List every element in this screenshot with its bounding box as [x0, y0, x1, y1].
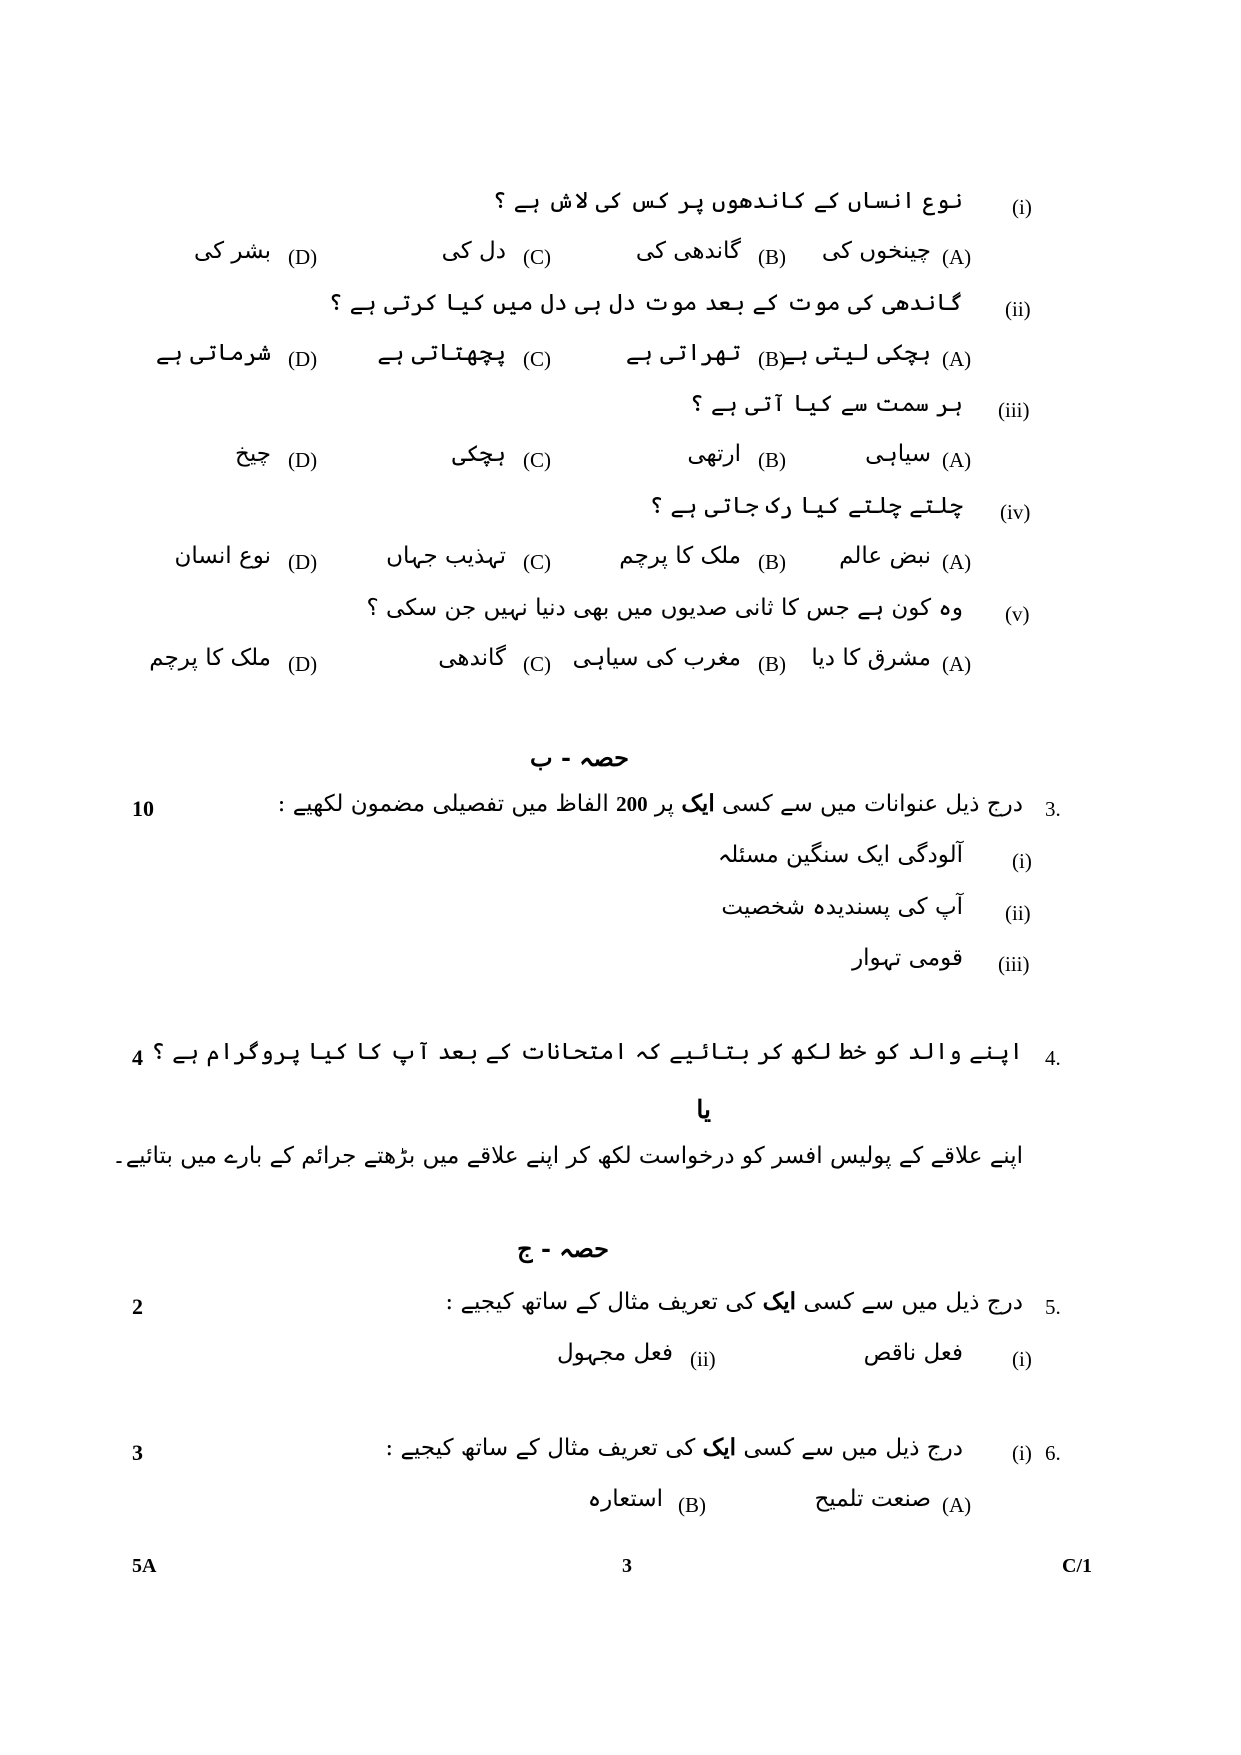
option-text: شرماتی ہے: [155, 340, 271, 366]
option-text: فعل ناقص: [863, 1340, 963, 1366]
item-number: (iii): [998, 398, 1030, 422]
option-number: (ii): [1005, 901, 1031, 925]
option-label: (B): [758, 347, 786, 371]
question-text: گاندھی کی موت کے بعد موت دل ہی دل میں کیا کرتی ہے ؟: [328, 290, 963, 316]
option-label: (A): [942, 448, 972, 472]
marks: 4: [132, 1045, 143, 1070]
section-b-heading: حصہ - ب: [530, 743, 629, 772]
option-text: گاندھی کی: [635, 238, 741, 264]
question-number: 5.: [1045, 1295, 1061, 1319]
option-text: آلودگی ایک سنگین مسئلہ: [717, 842, 963, 868]
question-text: درج ذیل میں سے کسی ایک کی تعریف مثال کے ساتھ کیجیے :: [385, 1434, 963, 1461]
option-text: تھراتی ہے: [625, 340, 741, 366]
option-number: (i): [1012, 1347, 1032, 1371]
option-text: نبض عالم: [839, 543, 931, 569]
option-text: قومی تہوار: [852, 945, 963, 971]
question-text: وہ کون ہے جس کا ثانی صدیوں میں بھی دنیا نہیں جن سکی ؟: [366, 595, 963, 621]
option-label: (D): [288, 652, 318, 676]
question-number: 3.: [1045, 797, 1061, 821]
item-number: (i): [1012, 195, 1032, 219]
option-text: ہچکی لیتی ہے: [781, 340, 931, 366]
option-label: (A): [942, 347, 972, 371]
option-number: (i): [1012, 849, 1032, 873]
option-label: (B): [758, 448, 786, 472]
option-text: مغرب کی سیاہی: [572, 645, 741, 671]
option-text: چیخ: [234, 441, 271, 467]
question-4-alternative: اپنے علاقے کے پولیس افسر کو درخواست لکھ کر اپنے علاقے میں بڑھتے جرائم کے بارے میں بتائیے۔: [112, 1143, 1023, 1169]
footer-code-right: C/1: [1062, 1555, 1092, 1577]
marks: 10: [132, 796, 154, 821]
option-label: (B): [758, 652, 786, 676]
option-label: (A): [942, 1493, 972, 1517]
option-text: ارتھی: [687, 441, 741, 467]
option-text: دل کی: [441, 238, 506, 264]
option-text: آپ کی پسندیدہ شخصیت: [721, 894, 963, 920]
option-label: (B): [678, 1493, 706, 1517]
marks: 2: [132, 1294, 143, 1319]
option-label: (C): [523, 652, 551, 676]
option-label: (A): [942, 550, 972, 574]
item-number: (iv): [1000, 500, 1031, 524]
option-text: ملک کا پرچم: [619, 543, 741, 569]
option-text: صنعت تلمیح: [814, 1486, 931, 1512]
option-text: ہچکی: [452, 441, 506, 467]
option-label: (D): [288, 347, 318, 371]
option-label: (D): [288, 448, 318, 472]
question-number: 6.: [1045, 1441, 1061, 1465]
option-label: (C): [523, 550, 551, 574]
option-text: گاندھی: [438, 645, 506, 671]
option-label: (D): [288, 245, 318, 269]
option-text: سیاہی: [865, 441, 931, 467]
option-text: نوع انسان: [174, 543, 271, 569]
question-number: 4.: [1045, 1046, 1061, 1070]
option-label: (A): [942, 245, 972, 269]
question-text: درج ذیل میں سے کسی ایک کی تعریف مثال کے ساتھ کیجیے :: [445, 1288, 1023, 1315]
option-label: (C): [523, 448, 551, 472]
option-number: (ii): [690, 1347, 716, 1371]
option-label: (C): [523, 245, 551, 269]
or-separator: یا: [696, 1095, 711, 1124]
option-text: استعارہ: [587, 1486, 663, 1512]
option-text: بشر کی: [193, 238, 271, 264]
option-text: مشرق کا دیا: [811, 645, 931, 671]
footer-code-left: 5A: [132, 1555, 157, 1577]
option-label: (A): [942, 652, 972, 676]
option-label: (B): [758, 245, 786, 269]
question-text: ہر سمت سے کیا آتی ہے ؟: [690, 391, 963, 417]
item-number: (v): [1005, 602, 1030, 626]
option-text: تہذیب جہاں: [386, 543, 506, 569]
question-text: درج ذیل عنوانات میں سے کسی ایک پر 200 الفاظ میں تفصیلی مضمون لکھیے :: [277, 790, 1023, 817]
option-label: (D): [288, 550, 318, 574]
option-text: ملک کا پرچم: [149, 645, 271, 671]
page-number: 3: [622, 1555, 632, 1577]
question-text: اپنے والد کو خط لکھ کر بتائیے کہ امتحانات کے بعد آپ کا کیا پروگرام ہے ؟: [151, 1039, 1023, 1065]
item-number: (ii): [1005, 297, 1031, 321]
marks: 3: [132, 1440, 143, 1465]
question-text: چلتے چلتے کیا رک جاتی ہے ؟: [649, 493, 963, 519]
option-text: پچھتاتی ہے: [377, 340, 506, 366]
option-number: (iii): [998, 952, 1030, 976]
option-label: (C): [523, 347, 551, 371]
sub-question-number: (i): [1012, 1441, 1032, 1465]
section-c-heading: حصہ - ج: [517, 1234, 609, 1263]
option-text: فعل مجہول: [556, 1340, 673, 1366]
option-text: چینخوں کی: [821, 238, 931, 264]
option-label: (B): [758, 550, 786, 574]
question-text: نوع انساں کے کاندھوں پر کس کی لاش ہے ؟: [492, 188, 963, 214]
